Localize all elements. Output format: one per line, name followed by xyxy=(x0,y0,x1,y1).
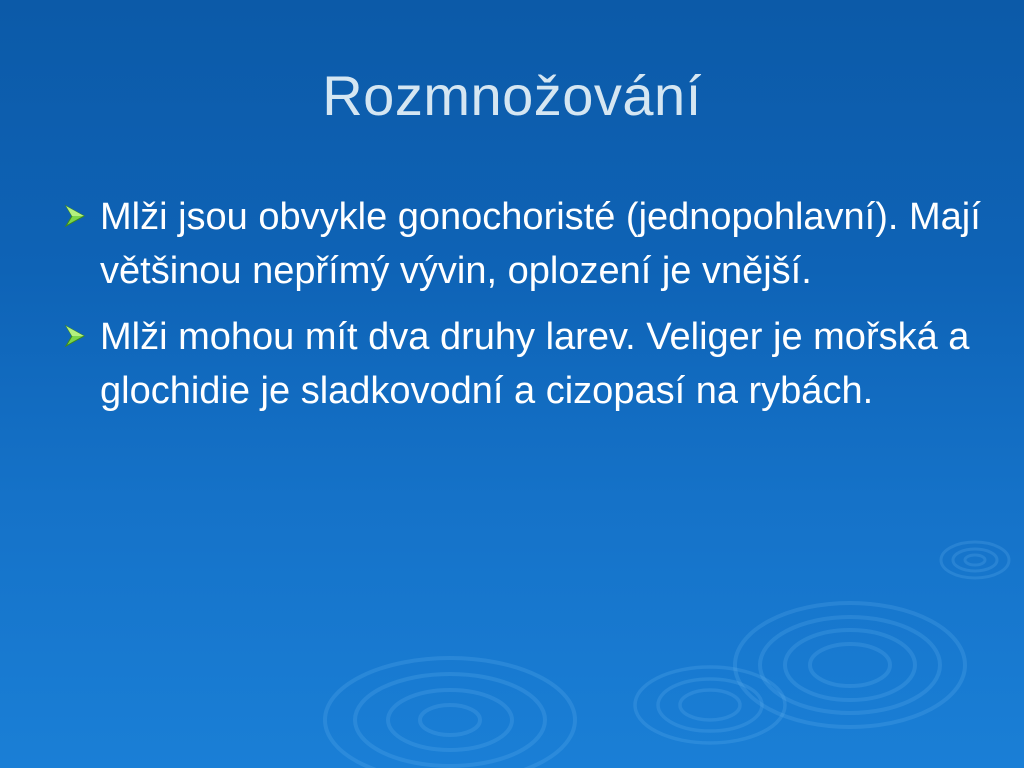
bullet-item xyxy=(62,310,982,418)
bullet-list xyxy=(62,190,982,430)
chevron-arrow-icon xyxy=(62,322,90,350)
bullet-text: Mlži jsou obvykle gonochoristé (jednopohlavní). Mají většinou nepřímý vývin, oplození je vnější. xyxy=(100,196,981,292)
chevron-arrow-icon xyxy=(62,202,90,230)
bullet-item xyxy=(62,190,982,298)
slide-title: Rozmnožování xyxy=(322,64,702,127)
bullet-text: Mlži mohou mít dva druhy larev. Veliger je mořská a glochidie je sladkovodní a cizopasí na rybách. xyxy=(100,316,970,412)
